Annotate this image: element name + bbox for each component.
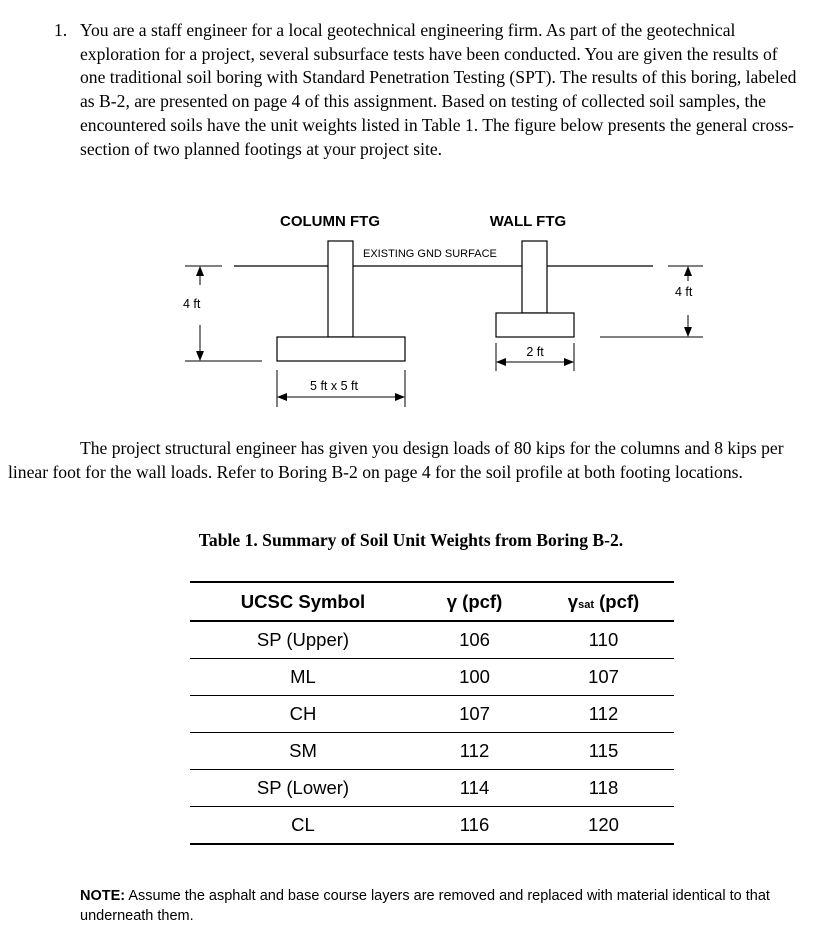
cell-gamma-sat: 107 — [533, 659, 674, 696]
wall-footing-base — [496, 313, 574, 337]
wall-width-label: 2 ft — [526, 345, 544, 359]
cell-symbol: CL — [190, 807, 416, 845]
cell-gamma: 114 — [416, 770, 533, 807]
cell-gamma: 100 — [416, 659, 533, 696]
cell-symbol: SP (Upper) — [190, 621, 416, 659]
ground-surface-label: EXISTING GND SURFACE — [363, 248, 497, 260]
footing-cross-section-diagram — [0, 205, 822, 425]
table-row — [190, 659, 674, 696]
header-ucsc-symbol: UCSC Symbol — [190, 582, 416, 621]
table-row — [190, 733, 674, 770]
table-caption: Table 1. Summary of Soil Unit Weights from Boring B-2. — [198, 530, 624, 550]
table-header-row — [190, 582, 674, 621]
header-gamma-sat: γsat (pcf) — [533, 582, 674, 621]
left-depth-label: 4 ft — [183, 297, 201, 311]
note-label: NOTE: — [80, 888, 126, 904]
wall-ftg-label: WALL FTG — [489, 213, 567, 230]
cell-gamma-sat: 112 — [533, 696, 674, 733]
wall-stem — [522, 241, 547, 313]
question-number: 1. — [54, 20, 68, 40]
column-stem — [328, 241, 353, 337]
cell-symbol: SP (Lower) — [190, 770, 416, 807]
table-row — [190, 696, 674, 733]
note — [80, 886, 780, 926]
column-size-label: 5 ft x 5 ft — [310, 379, 358, 393]
table-row — [190, 621, 674, 659]
cell-gamma-sat: 120 — [533, 807, 674, 845]
cell-gamma-sat: 118 — [533, 770, 674, 807]
column-ftg-label: COLUMN FTG — [280, 213, 380, 230]
cell-symbol: SM — [190, 733, 416, 770]
design-loads-paragraph — [8, 437, 808, 484]
cell-symbol: CH — [190, 696, 416, 733]
soil-unit-weights-table — [190, 581, 674, 845]
table-row — [190, 770, 674, 807]
right-depth-label: 4 ft — [675, 285, 693, 299]
cell-gamma: 112 — [416, 733, 533, 770]
note-text: Assume the asphalt and base course layers are removed and replaced with material identical to that underneath them. — [80, 888, 770, 924]
question-text: You are a staff engineer for a local geotechnical engineering firm. As part of the geotechnical exploration for a project, several subsurface tests have been conducted. You are given the results of one traditional soil boring with Standard Penetration Testing (SPT). The results of this boring, labeled as B-2, are presented on page 4 of this assignment. Based on testing of collected soil samples, the encountered soils have the unit weights listed in Table 1. The figure below presents the general cross-section of two planned footings at your project site. — [80, 20, 797, 159]
header-gamma: γ (pcf) — [416, 582, 533, 621]
cell-gamma: 106 — [416, 621, 533, 659]
cell-gamma-sat: 110 — [533, 621, 674, 659]
cell-gamma: 107 — [416, 696, 533, 733]
column-footing-base — [277, 337, 405, 361]
cell-symbol: ML — [190, 659, 416, 696]
cell-gamma-sat: 115 — [533, 733, 674, 770]
cell-gamma: 116 — [416, 807, 533, 845]
design-loads-text: The project structural engineer has given you design loads of 80 kips for the columns and 8 kips per linear foot for the wall loads. Refer to Boring B-2 on page 4 for the soil profile at both footing locations. — [8, 438, 784, 482]
table-row — [190, 807, 674, 845]
